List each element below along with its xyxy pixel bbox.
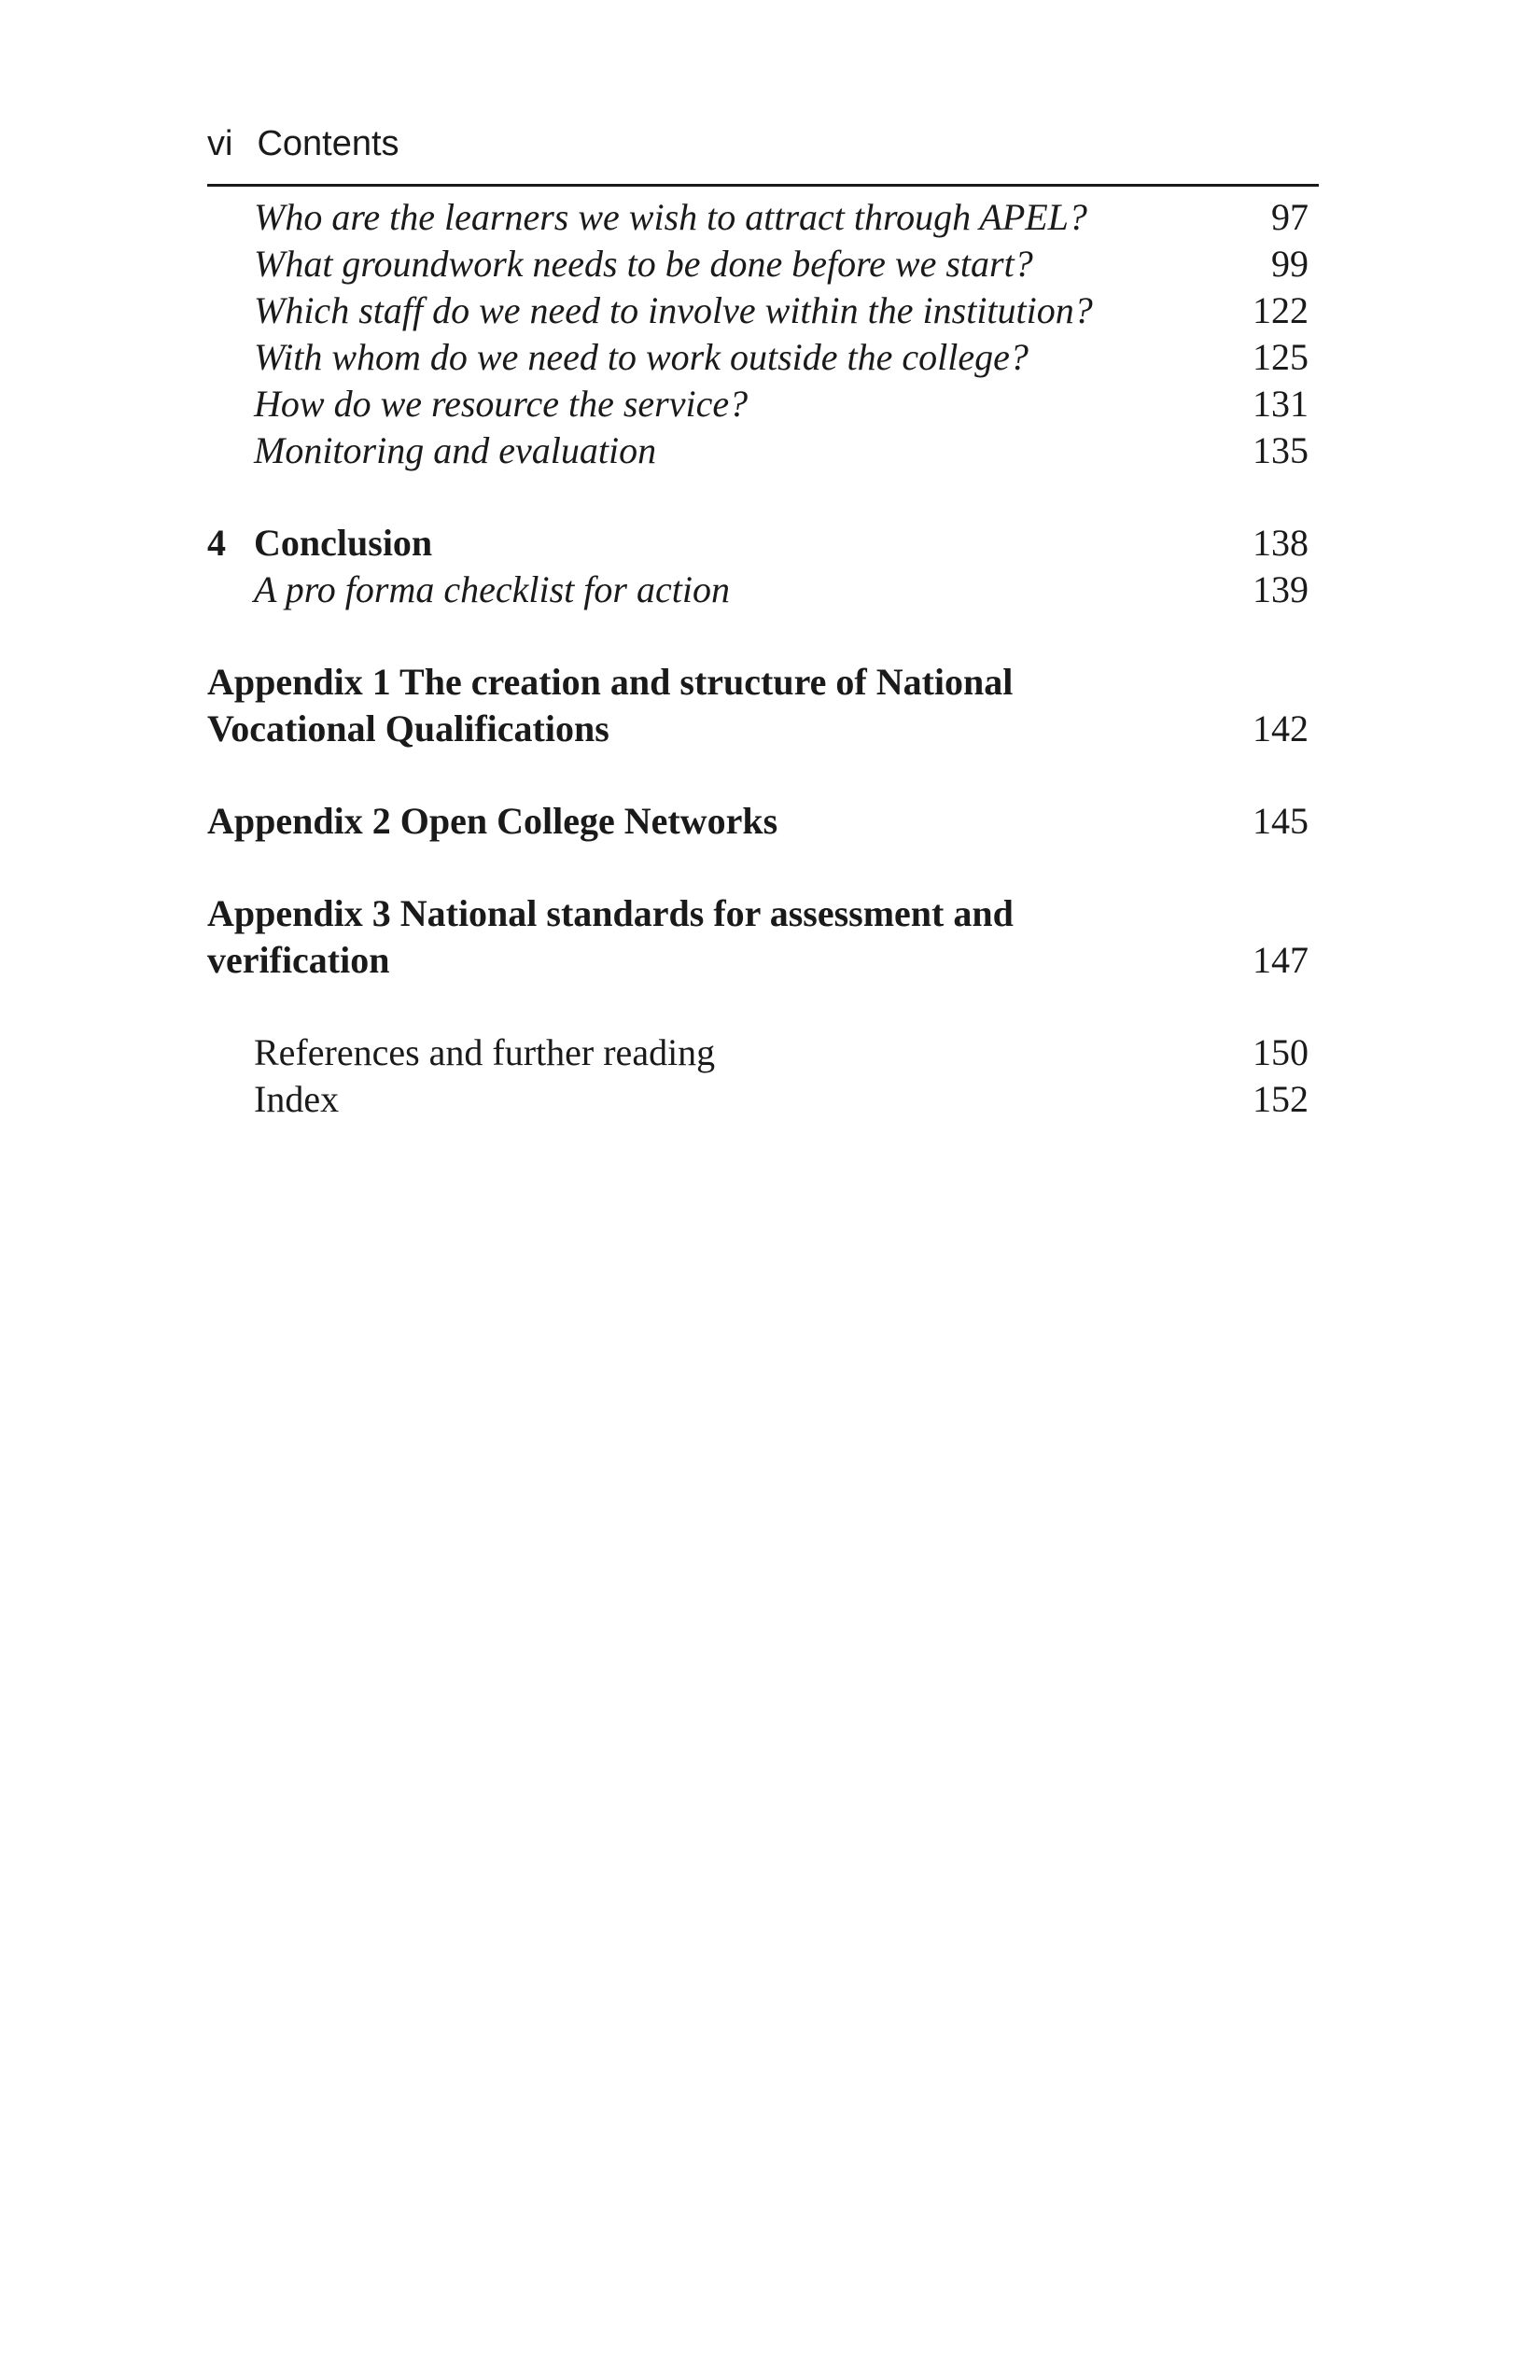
toc-page-number: 97 [1271,196,1309,238]
toc-entry-title: How do we resource the service? [254,383,749,425]
chapter-number: 4 [207,522,226,564]
toc-appendix-entry[interactable] [207,890,1309,937]
header-rule [207,184,1319,187]
toc-page-number: 142 [1253,707,1309,749]
spacer [207,752,1309,798]
toc-entry[interactable] [207,427,1309,474]
appendix-title-line: Appendix 1 The creation and structure of National [207,661,1014,703]
toc-entry-title: Which staff do we need to involve within the institution? [254,289,1093,331]
toc-appendix-entry[interactable] [207,659,1309,706]
toc-entry-title: Who are the learners we wish to attract through APEL? [254,196,1087,238]
toc-entry[interactable] [207,241,1309,287]
toc-appendix-entry-continued[interactable] [207,937,1309,984]
page-folio: vi [207,124,233,163]
toc-appendix-entry[interactable] [207,798,1309,845]
toc-page-number: 138 [1253,522,1309,564]
toc-entry-title: With whom do we need to work outside the college? [254,336,1029,378]
running-title: Contents [257,124,399,163]
appendix-title-line: Appendix 3 National standards for assessment and [207,892,1014,934]
toc-chapter-entry[interactable] [207,520,1309,567]
toc-page-number: 125 [1253,336,1309,378]
toc-page-number: 150 [1253,1031,1309,1073]
appendix-title-line: Vocational Qualifications [207,707,609,749]
toc-entry-title: Index [254,1078,340,1120]
appendix-title-line: Appendix 2 Open College Networks [207,800,778,842]
toc-entry[interactable] [207,1076,1309,1123]
toc-entry[interactable] [207,334,1309,381]
appendix-title-line: verification [207,939,390,981]
toc-entry-title: Monitoring and evaluation [254,429,657,471]
table-of-contents [207,194,1309,1123]
toc-page-number: 99 [1271,243,1309,285]
spacer [207,845,1309,890]
toc-entry[interactable] [207,381,1309,427]
toc-page-number: 145 [1253,800,1309,842]
toc-page-number: 135 [1253,429,1309,471]
toc-page-number: 122 [1253,289,1309,331]
toc-entry[interactable] [207,567,1309,613]
toc-page-number: 139 [1253,568,1309,610]
running-head [207,121,399,166]
toc-page-number: 152 [1253,1078,1309,1120]
toc-appendix-entry-continued[interactable] [207,706,1309,752]
toc-page-number: 147 [1253,939,1309,981]
toc-entry[interactable] [207,194,1309,241]
toc-entry-title: A pro forma checklist for action [254,568,730,610]
spacer [207,984,1309,1029]
toc-entry[interactable] [207,1029,1309,1076]
toc-entry-title: References and further reading [254,1031,716,1073]
chapter-title: Conclusion [254,522,433,564]
spacer [207,474,1309,520]
toc-page-number: 131 [1253,383,1309,425]
toc-entry[interactable] [207,287,1309,334]
toc-entry-title: What groundwork needs to be done before we start? [254,243,1033,285]
spacer [207,613,1309,659]
